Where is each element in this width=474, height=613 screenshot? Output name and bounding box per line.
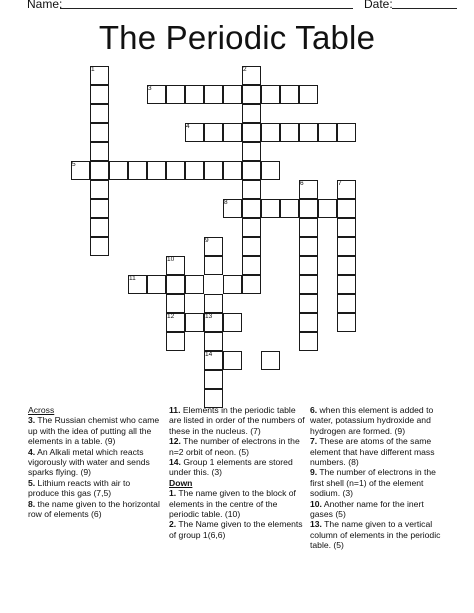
crossword-cell[interactable] — [299, 218, 318, 237]
crossword-cell[interactable] — [242, 142, 261, 161]
crossword-cell[interactable] — [337, 313, 356, 332]
clue-text: The Name given to the elements of group 1(6,6) — [169, 519, 303, 540]
crossword-cell[interactable] — [337, 294, 356, 313]
clue-item — [310, 405, 448, 436]
clues-column-1 — [28, 405, 162, 519]
clue-text: The name given to the block of elements in the centre of the periodic table. (10) — [169, 488, 296, 520]
crossword-cell[interactable] — [242, 85, 261, 104]
crossword-cell[interactable] — [299, 199, 318, 218]
crossword-cell[interactable] — [318, 123, 337, 142]
crossword-cell[interactable] — [242, 66, 261, 85]
crossword-cell[interactable] — [204, 294, 223, 313]
crossword-cell[interactable] — [90, 104, 109, 123]
crossword-cell[interactable] — [128, 161, 147, 180]
clues-column-2 — [169, 405, 306, 540]
clue-item — [169, 457, 306, 478]
crossword-cell[interactable] — [90, 142, 109, 161]
clue-item — [310, 519, 448, 550]
crossword-cell[interactable] — [204, 370, 223, 389]
crossword-cell[interactable] — [261, 351, 280, 370]
crossword-cell[interactable] — [299, 256, 318, 275]
crossword-cell[interactable] — [166, 161, 185, 180]
crossword-cell[interactable] — [280, 85, 299, 104]
clue-text: The number of electrons in the first shell (n=1) of the element sodium. (3) — [310, 467, 436, 499]
clue-number-4: 4 — [186, 123, 190, 130]
clue-number-12: 12 — [167, 313, 175, 320]
crossword-cell[interactable] — [261, 199, 280, 218]
clue-number-11: 11 — [129, 275, 136, 282]
clue-text: when this element is added to water, potassium hydroxide and hydrogen are formed. (9) — [310, 405, 434, 436]
crossword-cell[interactable] — [242, 275, 261, 294]
clue-number: 1. — [169, 488, 177, 499]
crossword-cell[interactable] — [185, 123, 204, 142]
clue-text: The Russian chemist who came up with the idea of putting all the elements in a table. (9) — [28, 415, 160, 447]
crossword-cell[interactable] — [242, 237, 261, 256]
crossword-cell[interactable] — [147, 85, 166, 104]
crossword-cell[interactable] — [204, 123, 223, 142]
crossword-cell[interactable] — [299, 313, 318, 332]
clue-text: Lithium reacts with air to produce this gas (7,5) — [28, 477, 131, 499]
crossword-cell[interactable] — [166, 332, 185, 351]
crossword-cell[interactable] — [337, 256, 356, 275]
clue-number: 13. — [310, 519, 322, 530]
clue-item — [169, 488, 306, 519]
crossword-cell[interactable] — [299, 332, 318, 351]
clue-text: Group 1 elements are stored under this. (3) — [169, 457, 293, 478]
crossword-cell[interactable] — [185, 85, 204, 104]
clue-text: The name given to a vertical column of elements in the periodic table. (5) — [310, 519, 441, 551]
crossword-cell[interactable] — [166, 85, 185, 104]
clue-item — [310, 436, 448, 467]
clue-text: An Alkali metal which reacts vigorously with water and sends sparks flying. (9) — [28, 446, 150, 478]
down-clue-list-continued — [310, 405, 448, 551]
crossword-cell[interactable] — [185, 275, 204, 294]
crossword-cell[interactable] — [261, 123, 280, 142]
crossword-cell[interactable] — [337, 180, 356, 199]
crossword-cell[interactable] — [90, 161, 109, 180]
crossword-cell[interactable] — [204, 85, 223, 104]
crossword-cell[interactable] — [90, 66, 109, 85]
clue-text: the name given to the horizontal row of elements (6) — [28, 498, 160, 520]
clue-item — [310, 467, 448, 498]
crossword-cell[interactable] — [261, 85, 280, 104]
crossword-cell[interactable] — [204, 256, 223, 275]
crossword-cell[interactable] — [299, 294, 318, 313]
clues-column-3 — [310, 405, 448, 551]
across-clue-list-continued — [169, 405, 306, 478]
clue-number: 11. — [169, 405, 181, 415]
clue-number: 6. — [310, 405, 318, 415]
crossword-cell[interactable] — [242, 218, 261, 237]
crossword-cell[interactable] — [185, 161, 204, 180]
clue-text: Another name for the inert gases (5) — [310, 498, 424, 520]
crossword-cell[interactable] — [242, 104, 261, 123]
clue-number-9: 9 — [205, 237, 209, 244]
clue-number: 5. — [28, 477, 36, 488]
crossword-cell[interactable] — [223, 123, 242, 142]
crossword-cell[interactable] — [242, 161, 261, 180]
down-clue-list — [169, 488, 306, 540]
clue-text: Elements in the periodic table are listed in order of the numbers of these in the nucleus. (7) — [169, 405, 305, 436]
clue-item — [169, 405, 306, 436]
clue-number-7: 7 — [338, 180, 342, 187]
crossword-cell[interactable] — [223, 275, 242, 294]
crossword-cell[interactable] — [166, 313, 185, 332]
clue-number: 9. — [310, 467, 318, 478]
clue-number: 4. — [28, 446, 36, 457]
down-heading: Down — [169, 477, 193, 488]
crossword-cell[interactable] — [337, 123, 356, 142]
crossword-cell[interactable] — [223, 313, 242, 332]
crossword-cell[interactable] — [337, 237, 356, 256]
crossword-cell[interactable] — [223, 351, 242, 370]
crossword-cell[interactable] — [299, 237, 318, 256]
crossword-cell[interactable] — [318, 199, 337, 218]
crossword-cell[interactable] — [90, 218, 109, 237]
crossword-cell[interactable] — [280, 123, 299, 142]
clue-number-2: 2 — [243, 66, 247, 73]
crossword-cell[interactable] — [90, 199, 109, 218]
crossword-cell[interactable] — [147, 161, 166, 180]
crossword-cell[interactable] — [242, 199, 261, 218]
clue-number-8: 8 — [224, 199, 228, 206]
name-label: Name: — [27, 0, 63, 11]
clue-item — [28, 499, 162, 520]
clue-number-5: 5 — [72, 161, 76, 168]
clue-number: 12. — [169, 436, 181, 447]
clue-number-6: 6 — [300, 180, 304, 187]
clue-number: 14. — [169, 457, 181, 468]
clue-number: 3. — [28, 415, 36, 426]
crossword-cell[interactable] — [147, 275, 166, 294]
crossword-cell[interactable] — [242, 256, 261, 275]
clue-number-14: 14 — [205, 351, 213, 358]
across-heading: Across — [28, 405, 55, 415]
clue-number: 7. — [310, 436, 318, 447]
crossword-cell[interactable] — [90, 237, 109, 256]
clue-item — [169, 519, 306, 540]
crossword-cell[interactable] — [242, 180, 261, 199]
crossword-cell[interactable] — [109, 161, 128, 180]
clue-number: 10. — [310, 498, 322, 509]
crossword-cell[interactable] — [299, 180, 318, 199]
crossword-cell[interactable] — [299, 123, 318, 142]
crossword-cell[interactable] — [128, 275, 147, 294]
clue-number-13: 13 — [205, 313, 213, 320]
crossword-cell[interactable] — [166, 275, 185, 294]
across-clue-list — [28, 415, 162, 519]
crossword-cell[interactable] — [185, 313, 204, 332]
crossword-cell[interactable] — [261, 161, 280, 180]
crossword-cell[interactable] — [204, 351, 223, 370]
crossword-cell[interactable] — [223, 161, 242, 180]
clue-item — [310, 499, 448, 520]
crossword-cell[interactable] — [71, 161, 90, 180]
clue-number: 2. — [169, 519, 177, 530]
clue-item — [169, 436, 306, 457]
clue-number-3: 3 — [148, 85, 152, 92]
crossword-cell[interactable] — [337, 199, 356, 218]
crossword-cell[interactable] — [299, 275, 318, 294]
crossword-cell[interactable] — [90, 180, 109, 199]
clue-item — [28, 478, 162, 499]
crossword-cell[interactable] — [223, 199, 242, 218]
crossword-cell[interactable] — [90, 123, 109, 142]
crossword-cell[interactable] — [204, 313, 223, 332]
clue-item — [28, 447, 162, 478]
crossword-cell[interactable] — [90, 85, 109, 104]
crossword-cell[interactable] — [242, 123, 261, 142]
date-field-line[interactable] — [392, 8, 457, 9]
crossword-cell[interactable] — [204, 161, 223, 180]
crossword-cell[interactable] — [299, 85, 318, 104]
clue-number: 8. — [28, 498, 36, 509]
crossword-cell[interactable] — [337, 275, 356, 294]
date-label: Date: — [364, 0, 393, 11]
clue-number-1: 1 — [91, 66, 95, 73]
clue-number-10: 10 — [167, 256, 175, 263]
crossword-cell[interactable] — [166, 256, 185, 275]
crossword-cell[interactable] — [204, 332, 223, 351]
name-field-line[interactable] — [60, 8, 353, 9]
crossword-cell[interactable] — [204, 237, 223, 256]
page-title: The Periodic Table — [98, 19, 376, 56]
crossword-cell[interactable] — [337, 218, 356, 237]
crossword-cell[interactable] — [280, 199, 299, 218]
crossword-cell[interactable] — [223, 85, 242, 104]
clue-item — [28, 415, 162, 446]
crossword-cell[interactable] — [166, 294, 185, 313]
clue-text: The number of electrons in the n=2 orbit of neon. (5) — [169, 436, 300, 457]
clue-text: These are atoms of the same element that have different mass numbers. (8) — [310, 436, 435, 468]
